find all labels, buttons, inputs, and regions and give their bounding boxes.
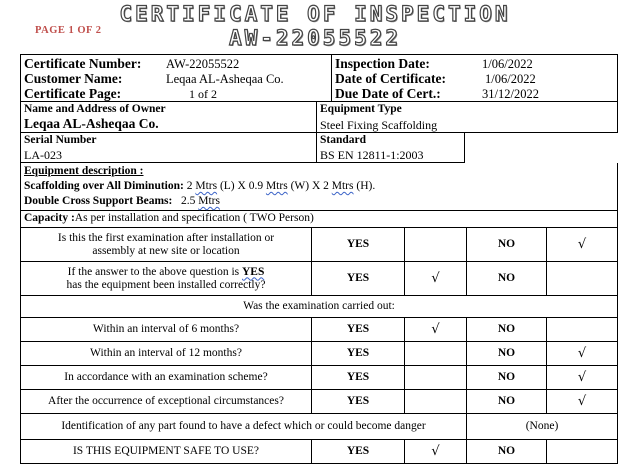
- dimension-part-c: (L) X 0.9: [217, 180, 266, 192]
- dimension-label: Scaffolding over All Diminution:: [24, 180, 184, 192]
- yes-checkbox[interactable]: [405, 342, 467, 366]
- cert-page-label: Certificate Page:: [24, 86, 122, 101]
- no-checkbox[interactable]: √: [547, 390, 618, 414]
- no-label: NO: [467, 228, 547, 262]
- serial-cell: [20, 133, 317, 163]
- due-date-value: 31/12/2022: [482, 87, 539, 101]
- dimension-part-g: (H).: [353, 180, 376, 192]
- yes-checkbox[interactable]: √: [405, 262, 467, 296]
- yes-label: YES: [312, 440, 405, 464]
- question-first-exam-line-1: Is this the first examination after installation or: [57, 231, 275, 244]
- dimension-part-e: (W) X 2: [287, 180, 332, 192]
- safe-row: [20, 440, 618, 464]
- description-cell: [20, 163, 618, 211]
- question-exceptional: After the occurrence of exceptional circumstances?: [20, 390, 312, 414]
- beams-unit: Mtrs: [198, 195, 220, 207]
- cert-page-value: 1 of 2: [189, 87, 217, 101]
- no-label: NO: [467, 318, 547, 342]
- no-label: NO: [467, 390, 547, 414]
- description-heading: Equipment description :: [24, 165, 144, 177]
- no-label: NO: [467, 366, 547, 390]
- no-label: NO: [467, 262, 547, 296]
- cert-number-value: AW-22055522: [166, 57, 240, 71]
- capacity-value: As per installation and specification ( TWO Person): [74, 212, 314, 224]
- yes-label: YES: [312, 262, 405, 296]
- carried-out-heading: Was the examination carried out:: [20, 296, 618, 318]
- standard-label: Standard: [320, 134, 367, 146]
- beams-value: 2.5: [172, 195, 199, 207]
- defect-question: Identification of any part found to have a defect which or could become danger: [20, 414, 467, 440]
- dimension-unit-1: Mtrs: [195, 180, 218, 192]
- no-checkbox[interactable]: √: [547, 228, 618, 262]
- owner-row: [20, 102, 618, 133]
- serial-value: LA-023: [24, 148, 62, 162]
- standard-value: BS EN 12811-1:2003: [320, 148, 424, 162]
- standard-cell: [317, 133, 465, 163]
- no-checkbox[interactable]: [547, 440, 618, 464]
- question-exam-scheme: In accordance with an examination scheme?: [20, 366, 312, 390]
- owner-value: Leqaa AL-Asheqaa Co.: [24, 116, 159, 131]
- defect-value[interactable]: (None): [467, 414, 618, 440]
- question-safe-to-use: IS THIS EQUIPMENT SAFE TO USE?: [20, 440, 312, 464]
- question-12-months: Within an interval of 12 months?: [20, 342, 312, 366]
- dimension-unit-2: Mtrs: [265, 180, 288, 192]
- no-label: NO: [467, 342, 547, 366]
- yes-label: YES: [312, 318, 405, 342]
- dimension-part-a: 2: [183, 180, 196, 192]
- inspection-date-value: 1/06/2022: [482, 57, 533, 71]
- date-of-certificate-label: Date of Certificate:: [335, 71, 446, 86]
- cert-number-label: Certificate Number:: [24, 56, 142, 71]
- question-row-first-exam: [20, 228, 618, 262]
- capacity-cell: [20, 211, 618, 228]
- question-row-exceptional: [20, 390, 618, 414]
- capacity-row: [20, 211, 618, 228]
- info-left-cell: [20, 54, 332, 102]
- date-of-certificate-value: 1/06/2022: [485, 72, 536, 86]
- question-row-6-months: [20, 318, 618, 342]
- question-installed-line-1-text: If the answer to the above question is: [67, 265, 242, 278]
- info-row: [20, 54, 618, 102]
- beams-label: Double Cross Support Beams:: [24, 195, 173, 207]
- certificate-number-title: AW-22055522: [228, 26, 402, 50]
- owner-cell: [20, 102, 317, 133]
- yes-label: YES: [312, 366, 405, 390]
- no-label: NO: [467, 440, 547, 464]
- yes-checkbox[interactable]: √: [405, 440, 467, 464]
- page-label: PAGE 1 OF 2: [35, 25, 102, 36]
- customer-name-label: Customer Name:: [24, 71, 123, 86]
- info-right-cell: [332, 54, 618, 102]
- serial-label: Serial Number: [24, 134, 97, 146]
- question-row-exam-scheme: [20, 366, 618, 390]
- dimension-unit-3: Mtrs: [331, 180, 354, 192]
- question-installed-correctly: [20, 262, 312, 296]
- no-checkbox[interactable]: [547, 318, 618, 342]
- customer-name-value: Leqaa AL-Asheqaa Co.: [166, 72, 284, 86]
- no-checkbox[interactable]: √: [547, 366, 618, 390]
- equipment-type-value: Steel Fixing Scaffolding: [320, 118, 438, 132]
- certificate-table: [20, 54, 618, 464]
- certificate-title: CERTIFICATE OF INSPECTION: [119, 2, 511, 26]
- yes-label: YES: [312, 342, 405, 366]
- no-checkbox[interactable]: [547, 262, 618, 296]
- owner-label: Name and Address of Owner: [24, 103, 166, 115]
- equipment-type-label: Equipment Type: [320, 103, 402, 115]
- question-row-12-months: [20, 342, 618, 366]
- inspection-date-label: Inspection Date:: [335, 56, 430, 71]
- question-installed-yes-word: YES: [242, 265, 265, 278]
- capacity-label: Capacity :: [24, 212, 75, 224]
- description-line-2: [24, 195, 220, 207]
- question-installed-line-1: [68, 266, 265, 279]
- due-date-label: Due Date of Cert.:: [335, 86, 441, 101]
- yes-checkbox[interactable]: [405, 228, 467, 262]
- description-line-1: [24, 180, 375, 192]
- capacity-text: [24, 212, 314, 224]
- question-first-exam-line-2: assembly at new site or location: [92, 244, 240, 257]
- equipment-type-cell: [317, 102, 618, 133]
- yes-label: YES: [312, 228, 405, 262]
- question-6-months: Within an interval of 6 months?: [20, 318, 312, 342]
- serial-row: [20, 133, 618, 163]
- carried-out-row: [20, 296, 618, 318]
- no-checkbox[interactable]: √: [547, 342, 618, 366]
- question-first-exam: [20, 228, 312, 262]
- yes-label: YES: [312, 390, 405, 414]
- defect-row: [20, 414, 618, 440]
- question-installed-line-2: has the equipment been installed correctly?: [66, 278, 266, 291]
- yes-checkbox[interactable]: [405, 366, 467, 390]
- description-row: [20, 163, 618, 211]
- yes-checkbox[interactable]: [405, 390, 467, 414]
- question-row-installed-correctly: [20, 262, 618, 296]
- yes-checkbox[interactable]: √: [405, 318, 467, 342]
